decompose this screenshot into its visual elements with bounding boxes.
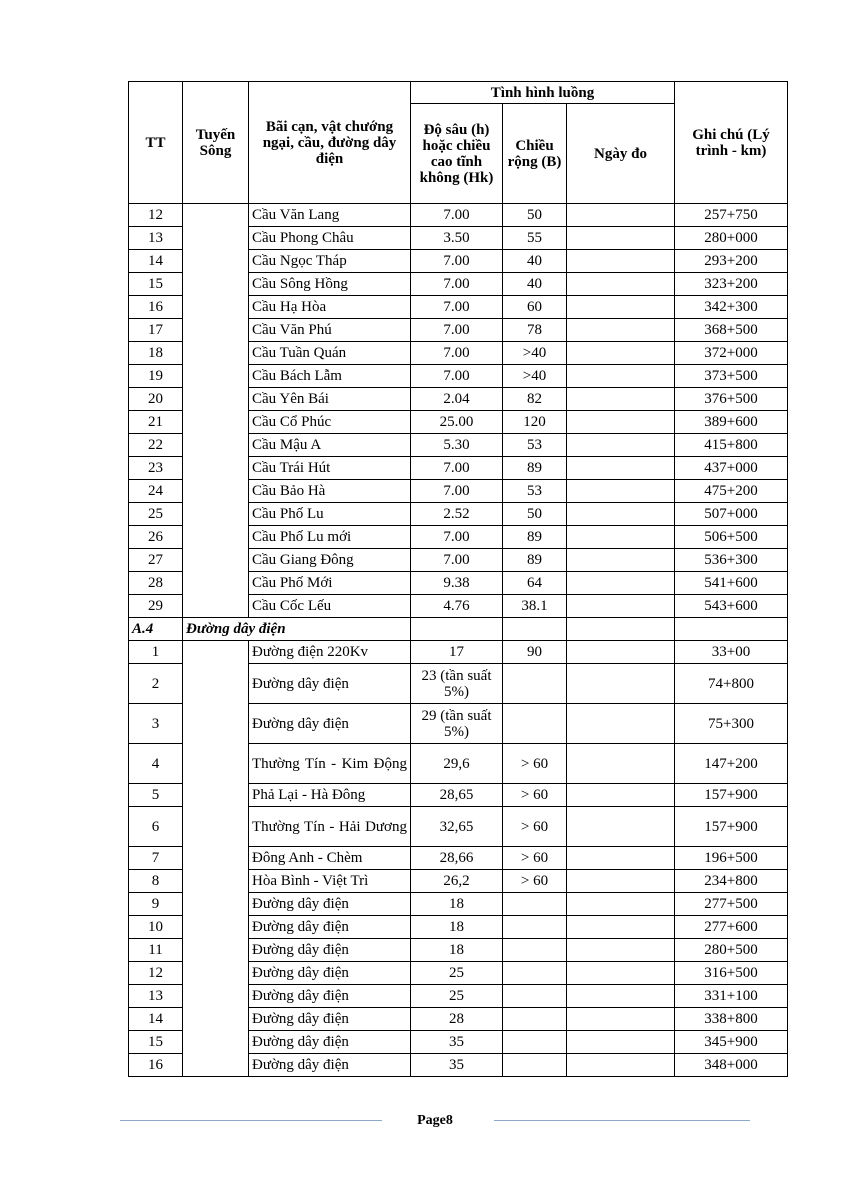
row-tt: 18 [129,342,183,365]
table-row [129,641,788,664]
row-note: 234+800 [675,870,788,893]
row-depth: 32,65 [411,807,503,847]
row-tt: 24 [129,480,183,503]
row-width: 64 [503,572,567,595]
row-date [567,388,675,411]
row-depth: 2.52 [411,503,503,526]
row-date [567,664,675,704]
row-depth: 7.00 [411,319,503,342]
row-depth: 18 [411,893,503,916]
row-tt: 29 [129,595,183,618]
row-depth: 7.00 [411,549,503,572]
row-depth: 26,2 [411,870,503,893]
row-date [567,704,675,744]
row-note: 74+800 [675,664,788,704]
header-do-sau: Độ sâu (h) hoặc chiều cao tĩnh không (Hk) [411,104,503,204]
row-width [503,916,567,939]
row-tt: 19 [129,365,183,388]
row-width: 53 [503,480,567,503]
row-date [567,572,675,595]
row-tt: 2 [129,664,183,704]
row-note: 389+600 [675,411,788,434]
row-name: Đường điện 220Kv [249,641,411,664]
row-tt: 21 [129,411,183,434]
row-tt: 28 [129,572,183,595]
row-depth: 7.00 [411,457,503,480]
row-width: > 60 [503,784,567,807]
section-empty-date [567,618,675,641]
row-width [503,1008,567,1031]
row-name: Đường dây điện [249,916,411,939]
row-name: Đường dây điện [249,1031,411,1054]
row-name: Cầu Văn Phú [249,319,411,342]
row-tt: 15 [129,1031,183,1054]
section-empty-width [503,618,567,641]
header-tuyen-song: Tuyến Sông [183,82,249,204]
row-depth: 29,6 [411,744,503,784]
row-tt: 3 [129,704,183,744]
row-date [567,916,675,939]
row-date [567,847,675,870]
row-date [567,1054,675,1077]
row-tt: 22 [129,434,183,457]
row-note: 316+500 [675,962,788,985]
row-name: Thường Tín - Hải Dương [249,807,411,847]
row-name: Cầu Phố Lu [249,503,411,526]
data-table [128,81,788,1077]
row-width: 90 [503,641,567,664]
section-empty-depth [411,618,503,641]
row-depth: 23 (tần suất 5%) [411,664,503,704]
row-name: Cầu Phố Mới [249,572,411,595]
row-note: 348+000 [675,1054,788,1077]
row-width [503,962,567,985]
river-cell [183,641,249,1077]
row-name: Cầu Ngọc Tháp [249,250,411,273]
row-depth: 7.00 [411,296,503,319]
row-width: >40 [503,342,567,365]
row-tt: 16 [129,296,183,319]
row-note: 541+600 [675,572,788,595]
row-date [567,939,675,962]
row-note: 277+500 [675,893,788,916]
row-depth: 2.04 [411,388,503,411]
row-depth: 17 [411,641,503,664]
row-depth: 7.00 [411,342,503,365]
header-ngay-do: Ngày đo [567,104,675,204]
row-width: 38.1 [503,595,567,618]
row-depth: 25.00 [411,411,503,434]
row-tt: 8 [129,870,183,893]
row-note: 257+750 [675,204,788,227]
section-empty-note [675,618,788,641]
row-width: 89 [503,526,567,549]
row-width [503,893,567,916]
row-depth: 35 [411,1054,503,1077]
row-note: 342+300 [675,296,788,319]
row-width: > 60 [503,744,567,784]
header-ghi-chu: Ghi chú (Lý trình - km) [675,82,788,204]
row-depth: 29 (tần suất 5%) [411,704,503,744]
row-depth: 7.00 [411,250,503,273]
row-date [567,296,675,319]
row-date [567,784,675,807]
row-date [567,411,675,434]
row-depth: 7.00 [411,273,503,296]
row-depth: 18 [411,916,503,939]
row-depth: 4.76 [411,595,503,618]
header-tinh-hinh-luong: Tình hình luồng [411,82,675,104]
row-note: 475+200 [675,480,788,503]
row-depth: 18 [411,939,503,962]
row-depth: 28 [411,1008,503,1031]
row-width: 53 [503,434,567,457]
row-width [503,939,567,962]
row-note: 277+600 [675,916,788,939]
row-note: 33+00 [675,641,788,664]
row-name: Hòa Bình - Việt Trì [249,870,411,893]
row-date [567,870,675,893]
row-name: Thường Tín - Kim Động [249,744,411,784]
row-name: Đông Anh - Chèm [249,847,411,870]
row-tt: 13 [129,985,183,1008]
row-note: 437+000 [675,457,788,480]
section-row [129,618,788,641]
row-name: Phả Lại - Hà Đông [249,784,411,807]
table-body-bridges [129,204,788,618]
row-date [567,595,675,618]
row-date [567,434,675,457]
row-tt: 13 [129,227,183,250]
row-date [567,985,675,1008]
row-name: Cầu Yên Bái [249,388,411,411]
row-width: > 60 [503,807,567,847]
table-row [129,204,788,227]
row-depth: 3.50 [411,227,503,250]
row-note: 373+500 [675,365,788,388]
row-date [567,250,675,273]
row-tt: 6 [129,807,183,847]
row-width: 82 [503,388,567,411]
row-name: Đường dây điện [249,985,411,1008]
row-tt: 11 [129,939,183,962]
row-name: Đường dây điện [249,1054,411,1077]
row-note: 147+200 [675,744,788,784]
row-tt: 14 [129,250,183,273]
row-note: 157+900 [675,807,788,847]
row-note: 331+100 [675,985,788,1008]
row-note: 323+200 [675,273,788,296]
row-tt: 26 [129,526,183,549]
row-date [567,893,675,916]
row-depth: 28,65 [411,784,503,807]
row-name: Đường dây điện [249,704,411,744]
row-date [567,1008,675,1031]
page-footer [120,1111,750,1131]
row-tt: 4 [129,744,183,784]
row-width: 40 [503,273,567,296]
row-depth: 7.00 [411,204,503,227]
row-date [567,365,675,388]
row-tt: 14 [129,1008,183,1031]
row-date [567,342,675,365]
row-date [567,744,675,784]
row-width: >40 [503,365,567,388]
row-name: Cầu Bách Lẫm [249,365,411,388]
row-note: 536+300 [675,549,788,572]
row-note: 280+500 [675,939,788,962]
row-depth: 7.00 [411,480,503,503]
row-note: 157+900 [675,784,788,807]
river-cell [183,204,249,618]
row-width [503,985,567,1008]
row-width: 60 [503,296,567,319]
row-depth: 25 [411,962,503,985]
header-chieu-rong: Chiều rộng (B) [503,104,567,204]
row-date [567,1031,675,1054]
row-width: 120 [503,411,567,434]
row-name: Cầu Bảo Hà [249,480,411,503]
row-width: 89 [503,457,567,480]
row-note: 280+000 [675,227,788,250]
row-name: Cầu Tuần Quán [249,342,411,365]
row-date [567,319,675,342]
row-name: Cầu Cốc Lếu [249,595,411,618]
row-tt: 27 [129,549,183,572]
row-name: Cầu Phong Châu [249,227,411,250]
row-width: 50 [503,204,567,227]
row-tt: 10 [129,916,183,939]
row-note: 196+500 [675,847,788,870]
row-width: > 60 [503,847,567,870]
row-name: Đường dây điện [249,664,411,704]
row-tt: 12 [129,962,183,985]
row-tt: 5 [129,784,183,807]
page-number: Page8 [417,1113,453,1128]
row-depth: 35 [411,1031,503,1054]
row-note: 75+300 [675,704,788,744]
row-tt: 17 [129,319,183,342]
row-width: 89 [503,549,567,572]
row-note: 372+000 [675,342,788,365]
row-width: 40 [503,250,567,273]
row-tt: 20 [129,388,183,411]
row-note: 506+500 [675,526,788,549]
row-date [567,480,675,503]
row-width: 78 [503,319,567,342]
row-depth: 7.00 [411,365,503,388]
row-date [567,273,675,296]
row-note: 368+500 [675,319,788,342]
row-name: Cầu Hạ Hòa [249,296,411,319]
row-depth: 9.38 [411,572,503,595]
row-tt: 15 [129,273,183,296]
row-width: 50 [503,503,567,526]
header-tt: TT [129,82,183,204]
row-date [567,807,675,847]
row-note: 543+600 [675,595,788,618]
row-depth: 7.00 [411,526,503,549]
section-code: A.4 [129,618,183,641]
row-depth: 25 [411,985,503,1008]
table-header [129,82,788,204]
row-tt: 1 [129,641,183,664]
row-name: Cầu Sông Hồng [249,273,411,296]
row-name: Cầu Mậu A [249,434,411,457]
row-name: Cầu Văn Lang [249,204,411,227]
row-depth: 5.30 [411,434,503,457]
row-name: Cầu Giang Đông [249,549,411,572]
row-name: Cầu Phố Lu mới [249,526,411,549]
row-name: Đường dây điện [249,1008,411,1031]
header-bai-can: Bãi cạn, vật chướng ngại, cầu, đường dây điện [249,82,411,204]
row-width: 55 [503,227,567,250]
row-date [567,641,675,664]
section-row-group [129,618,788,641]
row-tt: 12 [129,204,183,227]
row-tt: 16 [129,1054,183,1077]
row-tt: 7 [129,847,183,870]
row-tt: 23 [129,457,183,480]
row-width [503,664,567,704]
row-date [567,503,675,526]
row-date [567,549,675,572]
row-width [503,1031,567,1054]
row-date [567,227,675,250]
row-note: 415+800 [675,434,788,457]
row-date [567,204,675,227]
row-note: 507+000 [675,503,788,526]
row-tt: 25 [129,503,183,526]
row-date [567,457,675,480]
section-title: Đường dây điện [183,618,411,641]
row-tt: 9 [129,893,183,916]
row-date [567,962,675,985]
row-note: 345+900 [675,1031,788,1054]
row-depth: 28,66 [411,847,503,870]
row-width [503,1054,567,1077]
row-note: 293+200 [675,250,788,273]
row-name: Đường dây điện [249,939,411,962]
row-date [567,526,675,549]
row-width [503,704,567,744]
table-body-power-lines [129,641,788,1077]
row-name: Cầu Cổ Phúc [249,411,411,434]
row-note: 376+500 [675,388,788,411]
row-note: 338+800 [675,1008,788,1031]
row-name: Đường dây điện [249,962,411,985]
row-name: Cầu Trái Hút [249,457,411,480]
row-name: Đường dây điện [249,893,411,916]
row-width: > 60 [503,870,567,893]
